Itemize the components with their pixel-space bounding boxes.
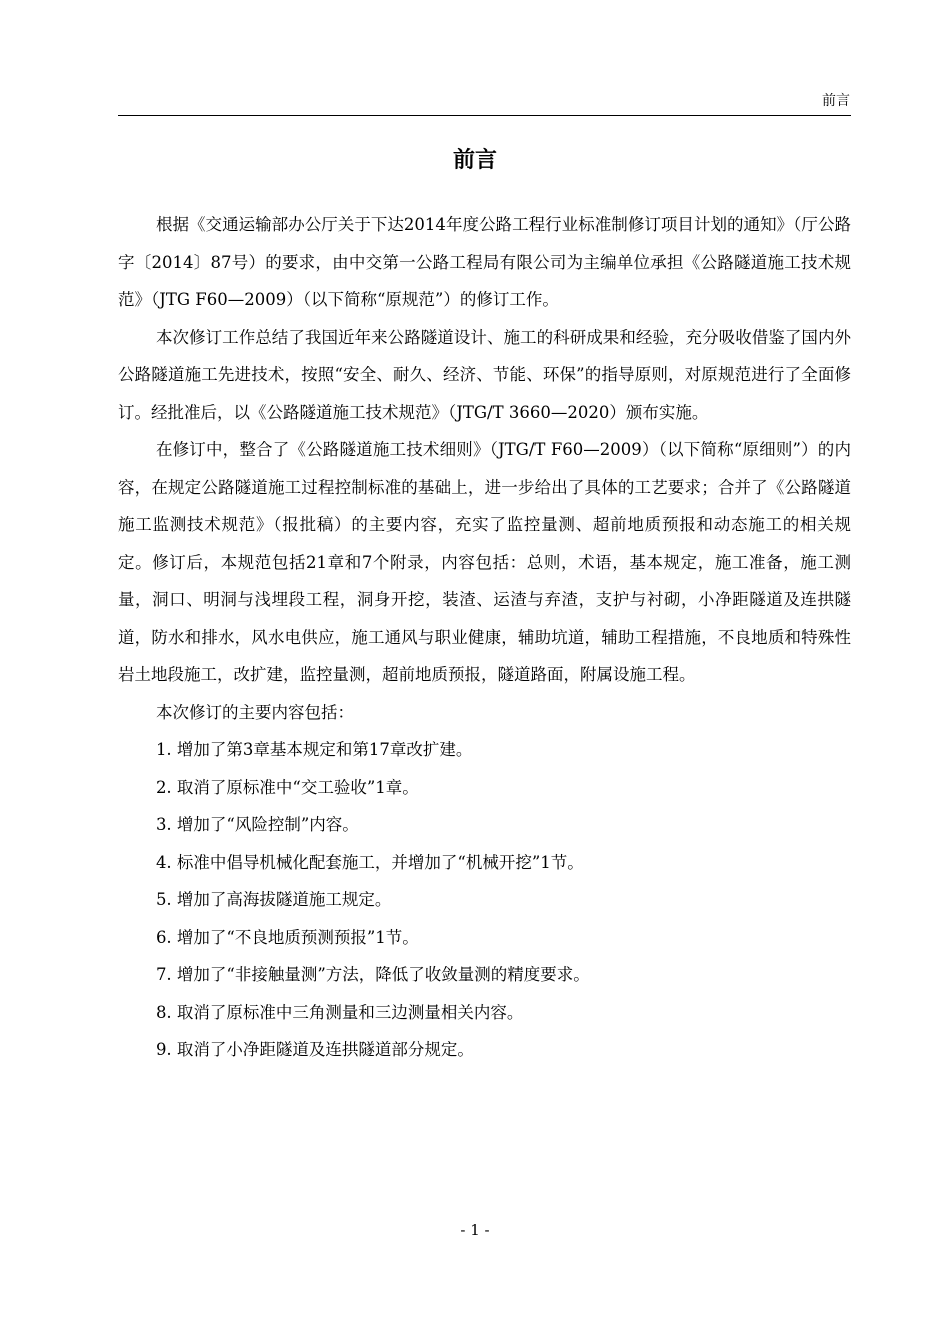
page-number: - 1 - — [460, 1221, 490, 1239]
page-title: 前言 — [452, 148, 497, 173]
list-item: 6. 增加了“不良地质预测预报”1节。 — [155, 927, 419, 947]
body-text — [118, 206, 851, 1069]
list-item: 7. 增加了“非接触量测”方法，降低了收敛量测的精度要求。 — [155, 965, 590, 984]
paragraph-scope: 在修订中，整合了《公路隧道施工技术细则》（JTG/T F60—2009）（以下简称“原细则”）的内容，在规定公路隧道施工过程控制标准的基础上，进一步给出了具体的工艺要求；合并了《公路隧道施工监测技术规范》（报批稿）的主要内容，充实了监控量测、超前地质预报和动态施工的相关规定。修订后，本规范包括21章和7个附录，内容包括：总则，术语，基本规定，施工准备，施工测量，洞口、明洞与浅埋段工程，洞身开挖，装渣、运渣与弃渣，支护与衬砌，小净距隧道及连拱隧道，防水和排水，风水电供应，施工通风与职业健康，辅助坑道，辅助工程措施，不良地质和特殊性岩土地段施工，改扩建，监控量测，超前地质预报，隧道路面，附属设施工程。 — [118, 440, 851, 684]
list-item: 8. 取消了原标准中三角测量和三边测量相关内容。 — [155, 1002, 524, 1022]
paragraph-summary: 本次修订工作总结了我国近年来公路隧道设计、施工的科研成果和经验，充分吸收借鉴了国内外公路隧道施工先进技术，按照“安全、耐久、经济、节能、环保”的指导原则，对原规范进行了全面修订。经批准后，以《公路隧道施工技术规范》（JTG/T 3660—2020）颁布实施。 — [118, 327, 851, 422]
paragraph-intro: 根据《交通运输部办公厅关于下达2014年度公路工程行业标准制修订项目计划的通知》（厅公路字〔2014〕87号）的要求，由中交第一公路工程局有限公司为主编单位承担《公路隧道施工技术规范》（JTG F60—2009）（以下简称“原规范”）的修订工作。 — [118, 215, 851, 309]
paragraph-changes-heading: 本次修订的主要内容包括： — [155, 702, 354, 722]
list-item: 1. 增加了第3章基本规定和第17章改扩建。 — [155, 740, 473, 759]
list-item: 2. 取消了原标准中“交工验收”1章。 — [155, 777, 419, 797]
header-rule — [118, 115, 851, 116]
list-item: 9. 取消了小净距隧道及连拱隧道部分规定。 — [155, 1040, 474, 1059]
list-item: 5. 增加了高海拔隧道施工规定。 — [155, 890, 392, 909]
list-item: 3. 增加了“风险控制”内容。 — [155, 815, 359, 834]
running-header: 前言 — [822, 93, 850, 109]
list-item: 4. 标准中倡导机械化配套施工，并增加了“机械开挖”1节。 — [155, 852, 584, 872]
